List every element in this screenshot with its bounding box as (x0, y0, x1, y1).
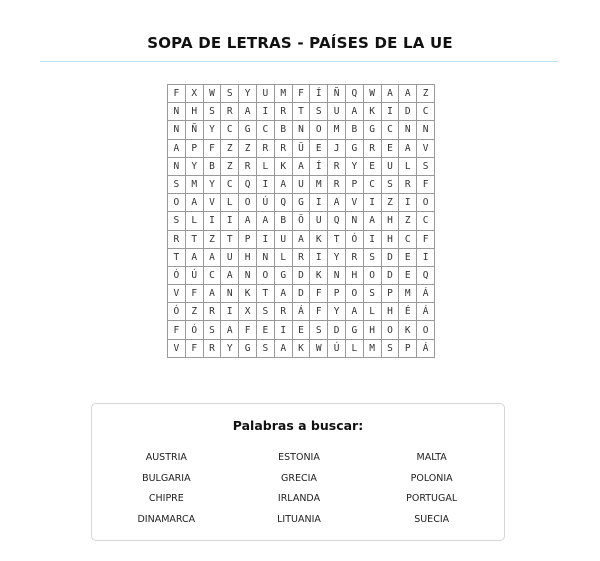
grid-cell: A (274, 339, 292, 357)
grid-cell: A (256, 212, 274, 230)
grid-cell: D (328, 321, 346, 339)
grid-cell: K (363, 103, 381, 121)
grid-cell: S (381, 175, 399, 193)
grid-cell: G (239, 121, 257, 139)
grid-cell: I (221, 303, 239, 321)
grid-cell: V (203, 194, 221, 212)
word-item: POLONIA (410, 472, 453, 484)
grid-cell: K (310, 266, 328, 284)
grid-cell: R (274, 303, 292, 321)
grid-cell: P (328, 285, 346, 303)
grid-cell: J (328, 139, 346, 157)
grid-cell: S (221, 85, 239, 103)
grid-cell: G (239, 339, 257, 357)
grid-cell: H (381, 212, 399, 230)
grid-cell: S (310, 321, 328, 339)
grid-cell: I (221, 212, 239, 230)
grid-cell: X (239, 303, 257, 321)
grid-cell: I (310, 248, 328, 266)
grid-cell: L (221, 194, 239, 212)
grid-row (168, 285, 435, 303)
grid-cell: N (168, 157, 186, 175)
grid-cell: I (417, 248, 435, 266)
grid-cell: Ó (185, 321, 203, 339)
grid-cell: H (381, 303, 399, 321)
grid-cell: V (345, 194, 363, 212)
grid-cell: U (328, 103, 346, 121)
grid-cell: P (399, 339, 417, 357)
grid-cell: Y (203, 175, 221, 193)
grid-row (168, 248, 435, 266)
grid-cell: F (185, 285, 203, 303)
grid-cell: Z (221, 139, 239, 157)
grid-cell: V (417, 139, 435, 157)
grid-cell: R (345, 248, 363, 266)
grid-cell: K (399, 321, 417, 339)
grid-cell: T (328, 230, 346, 248)
grid-cell: Y (203, 121, 221, 139)
grid-cell: A (185, 248, 203, 266)
grid-cell: N (399, 121, 417, 139)
grid-cell: N (345, 212, 363, 230)
grid-cell: Ó (168, 303, 186, 321)
grid-cell: E (292, 321, 310, 339)
grid-cell: I (256, 230, 274, 248)
grid-cell: N (168, 103, 186, 121)
grid-cell: O (310, 121, 328, 139)
grid-cell: Z (417, 85, 435, 103)
grid-cell: S (203, 321, 221, 339)
grid-cell: X (185, 85, 203, 103)
grid-cell: G (345, 321, 363, 339)
grid-cell: I (274, 321, 292, 339)
grid-cell: Í (310, 157, 328, 175)
grid-cell: A (274, 175, 292, 193)
grid-cell: R (274, 139, 292, 157)
grid-cell: H (381, 230, 399, 248)
grid-cell: I (363, 230, 381, 248)
grid-cell: Q (328, 212, 346, 230)
grid-cell: Ú (256, 194, 274, 212)
grid-cell: Á (417, 339, 435, 357)
grid-cell: Í (310, 85, 328, 103)
grid-cell: F (417, 230, 435, 248)
grid-cell: C (399, 230, 417, 248)
grid-cell: O (345, 285, 363, 303)
grid-cell: E (256, 321, 274, 339)
grid-cell: Y (239, 85, 257, 103)
grid-cell: R (292, 248, 310, 266)
grid-cell: E (363, 157, 381, 175)
grid-cell: E (381, 139, 399, 157)
grid-cell: D (399, 103, 417, 121)
grid-cell: T (292, 103, 310, 121)
grid-row (168, 157, 435, 175)
grid-cell: A (399, 139, 417, 157)
word-item: ESTONIA (278, 452, 320, 463)
grid-cell: R (363, 139, 381, 157)
grid-cell: M (185, 175, 203, 193)
grid-row (168, 266, 435, 284)
grid-cell: Ñ (185, 121, 203, 139)
grid-cell: F (310, 285, 328, 303)
grid-cell: C (221, 175, 239, 193)
grid-cell: O (381, 321, 399, 339)
grid-cell: S (168, 175, 186, 193)
grid-cell: B (274, 212, 292, 230)
grid-cell: N (256, 248, 274, 266)
grid-cell: B (274, 121, 292, 139)
grid-cell: R (203, 339, 221, 357)
grid-cell: R (328, 175, 346, 193)
grid-cell: C (221, 121, 239, 139)
grid-cell: K (292, 339, 310, 357)
grid-cell: B (345, 121, 363, 139)
grid-cell: S (310, 103, 328, 121)
word-list-heading: Palabras a buscar: (232, 418, 364, 433)
grid-cell: L (363, 303, 381, 321)
grid-cell: W (310, 339, 328, 357)
grid-cell: A (203, 285, 221, 303)
grid-cell: Z (239, 139, 257, 157)
grid-cell: K (274, 157, 292, 175)
grid-cell: M (328, 121, 346, 139)
grid-row (168, 212, 435, 230)
grid-cell: H (239, 248, 257, 266)
grid-cell: U (274, 230, 292, 248)
grid-cell: D (381, 248, 399, 266)
grid-cell: Y (221, 339, 239, 357)
grid-cell: I (256, 103, 274, 121)
grid-cell: F (168, 85, 186, 103)
word-item: MALTA (416, 452, 447, 463)
grid-cell: T (221, 230, 239, 248)
grid-cell: É (399, 303, 417, 321)
word-item: LITUANIA (277, 513, 321, 525)
word-item: AUSTRIA (145, 452, 187, 463)
grid-cell: U (310, 212, 328, 230)
word-item: DINAMARCA (137, 513, 196, 525)
grid-cell: I (310, 194, 328, 212)
grid-row (168, 303, 435, 321)
grid-cell: G (292, 194, 310, 212)
grid-cell: T (168, 248, 186, 266)
grid-cell: Ö (292, 212, 310, 230)
grid-cell: R (399, 175, 417, 193)
grid-cell: F (239, 321, 257, 339)
grid-cell: Á (417, 303, 435, 321)
grid-cell: Q (239, 175, 257, 193)
grid-cell: Ñ (328, 85, 346, 103)
grid-cell: Z (185, 303, 203, 321)
grid-cell: E (310, 139, 328, 157)
grid-cell: A (381, 85, 399, 103)
grid-cell: I (381, 103, 399, 121)
word-item: PORTUGAL (406, 493, 458, 504)
grid-cell: U (221, 248, 239, 266)
grid-cell: K (239, 285, 257, 303)
grid-cell: P (185, 139, 203, 157)
grid-cell: S (256, 339, 274, 357)
grid-cell: Ú (185, 266, 203, 284)
grid-cell: S (381, 339, 399, 357)
grid-cell: Y (345, 157, 363, 175)
grid-cell: R (328, 157, 346, 175)
grid-cell: C (256, 121, 274, 139)
grid-cell: H (363, 321, 381, 339)
grid-cell: V (168, 285, 186, 303)
grid-cell: E (399, 248, 417, 266)
grid-cell: M (310, 175, 328, 193)
grid-cell: A (168, 139, 186, 157)
grid-cell: B (203, 157, 221, 175)
grid-cell: I (363, 194, 381, 212)
grid-cell: F (168, 321, 186, 339)
grid-cell: N (328, 266, 346, 284)
grid-cell: M (274, 85, 292, 103)
grid-cell: R (221, 103, 239, 121)
grid-cell: R (168, 230, 186, 248)
grid-cell: A (399, 85, 417, 103)
grid-cell: Á (292, 303, 310, 321)
grid-cell: L (345, 339, 363, 357)
grid-cell: O (168, 194, 186, 212)
grid-cell: R (203, 303, 221, 321)
grid-cell: F (310, 303, 328, 321)
grid-cell: A (239, 212, 257, 230)
grid-cell: Ó (168, 266, 186, 284)
grid-cell: M (399, 285, 417, 303)
grid-cell: S (363, 285, 381, 303)
word-list (100, 448, 498, 530)
word-item: BULGARIA (142, 472, 191, 484)
word-list-box (91, 403, 505, 541)
grid-cell: M (363, 339, 381, 357)
grid-row (168, 194, 435, 212)
grid-cell: P (345, 175, 363, 193)
grid-cell: H (345, 266, 363, 284)
grid-cell: S (417, 157, 435, 175)
grid-row (168, 121, 435, 139)
grid-cell: Q (417, 266, 435, 284)
page-title: SOPA DE LETRAS - PAÍSES DE LA UE (147, 34, 453, 52)
grid-cell: Z (399, 212, 417, 230)
grid-cell: T (256, 285, 274, 303)
grid-cell: S (203, 103, 221, 121)
grid-cell: A (221, 266, 239, 284)
grid-cell: A (221, 321, 239, 339)
grid-cell: C (417, 103, 435, 121)
grid-cell: A (345, 303, 363, 321)
grid-cell: G (345, 139, 363, 157)
grid-cell: P (239, 230, 257, 248)
grid-cell: O (256, 266, 274, 284)
grid-cell: N (221, 285, 239, 303)
grid-cell: A (328, 194, 346, 212)
grid-cell: D (292, 285, 310, 303)
grid-cell: R (274, 103, 292, 121)
grid-cell: Ú (328, 339, 346, 357)
grid-cell: G (363, 121, 381, 139)
grid-cell: O (363, 266, 381, 284)
grid-cell: N (292, 121, 310, 139)
grid-cell: N (239, 266, 257, 284)
grid-cell: A (185, 194, 203, 212)
grid-cell: A (345, 103, 363, 121)
grid-cell: I (256, 175, 274, 193)
grid-cell: A (239, 103, 257, 121)
grid-cell: Y (185, 157, 203, 175)
grid-cell: E (399, 266, 417, 284)
grid-cell: T (185, 230, 203, 248)
grid-cell: G (274, 266, 292, 284)
grid-cell: L (185, 212, 203, 230)
grid-cell: Ü (292, 139, 310, 157)
grid-cell: C (363, 175, 381, 193)
grid-cell: I (399, 194, 417, 212)
word-item: CHIPRE (148, 493, 184, 504)
grid-cell: S (256, 303, 274, 321)
grid-cell: V (168, 339, 186, 357)
grid-cell: Y (328, 248, 346, 266)
grid-cell: K (310, 230, 328, 248)
grid-cell: Y (328, 303, 346, 321)
grid-cell: Z (381, 194, 399, 212)
grid-row (168, 321, 435, 339)
grid-row (168, 230, 435, 248)
grid-cell: D (292, 266, 310, 284)
grid-cell: A (363, 212, 381, 230)
grid-cell: S (168, 212, 186, 230)
word-item: IRLANDA (277, 493, 321, 504)
grid-cell: Q (345, 85, 363, 103)
grid-cell: W (203, 85, 221, 103)
grid-cell: N (417, 121, 435, 139)
grid-row (168, 85, 435, 103)
grid-cell: U (256, 85, 274, 103)
grid-cell: L (256, 157, 274, 175)
grid-cell: F (292, 85, 310, 103)
grid-cell: U (381, 157, 399, 175)
grid-cell: Z (203, 230, 221, 248)
grid-cell: I (203, 212, 221, 230)
grid-cell: A (292, 230, 310, 248)
grid-cell: W (363, 85, 381, 103)
grid-cell: Á (417, 285, 435, 303)
grid-cell: O (239, 194, 257, 212)
grid-cell: C (203, 266, 221, 284)
grid-cell: L (399, 157, 417, 175)
letter-grid (167, 84, 435, 358)
grid-cell: Z (221, 157, 239, 175)
grid-row (168, 139, 435, 157)
grid-cell: A (274, 285, 292, 303)
grid-cell: R (239, 157, 257, 175)
grid-row (168, 175, 435, 193)
grid-cell: O (417, 321, 435, 339)
grid-cell: C (381, 121, 399, 139)
grid-cell: Q (274, 194, 292, 212)
word-item: GRECIA (281, 472, 317, 484)
grid-cell: P (381, 285, 399, 303)
grid-cell: C (417, 212, 435, 230)
grid-row (168, 103, 435, 121)
grid-cell: D (381, 266, 399, 284)
grid-cell: F (417, 175, 435, 193)
grid-cell: U (292, 175, 310, 193)
grid-cell: F (203, 139, 221, 157)
grid-cell: Ó (345, 230, 363, 248)
grid-cell: R (256, 139, 274, 157)
grid-cell: O (417, 194, 435, 212)
title-divider (40, 61, 558, 62)
grid-cell: F (185, 339, 203, 357)
grid-cell: N (168, 121, 186, 139)
grid-cell: L (274, 248, 292, 266)
grid-cell: A (292, 157, 310, 175)
grid-cell: S (363, 248, 381, 266)
grid-cell: A (203, 248, 221, 266)
grid-cell: H (185, 103, 203, 121)
word-item: SUECIA (414, 513, 450, 525)
grid-row (168, 339, 435, 357)
